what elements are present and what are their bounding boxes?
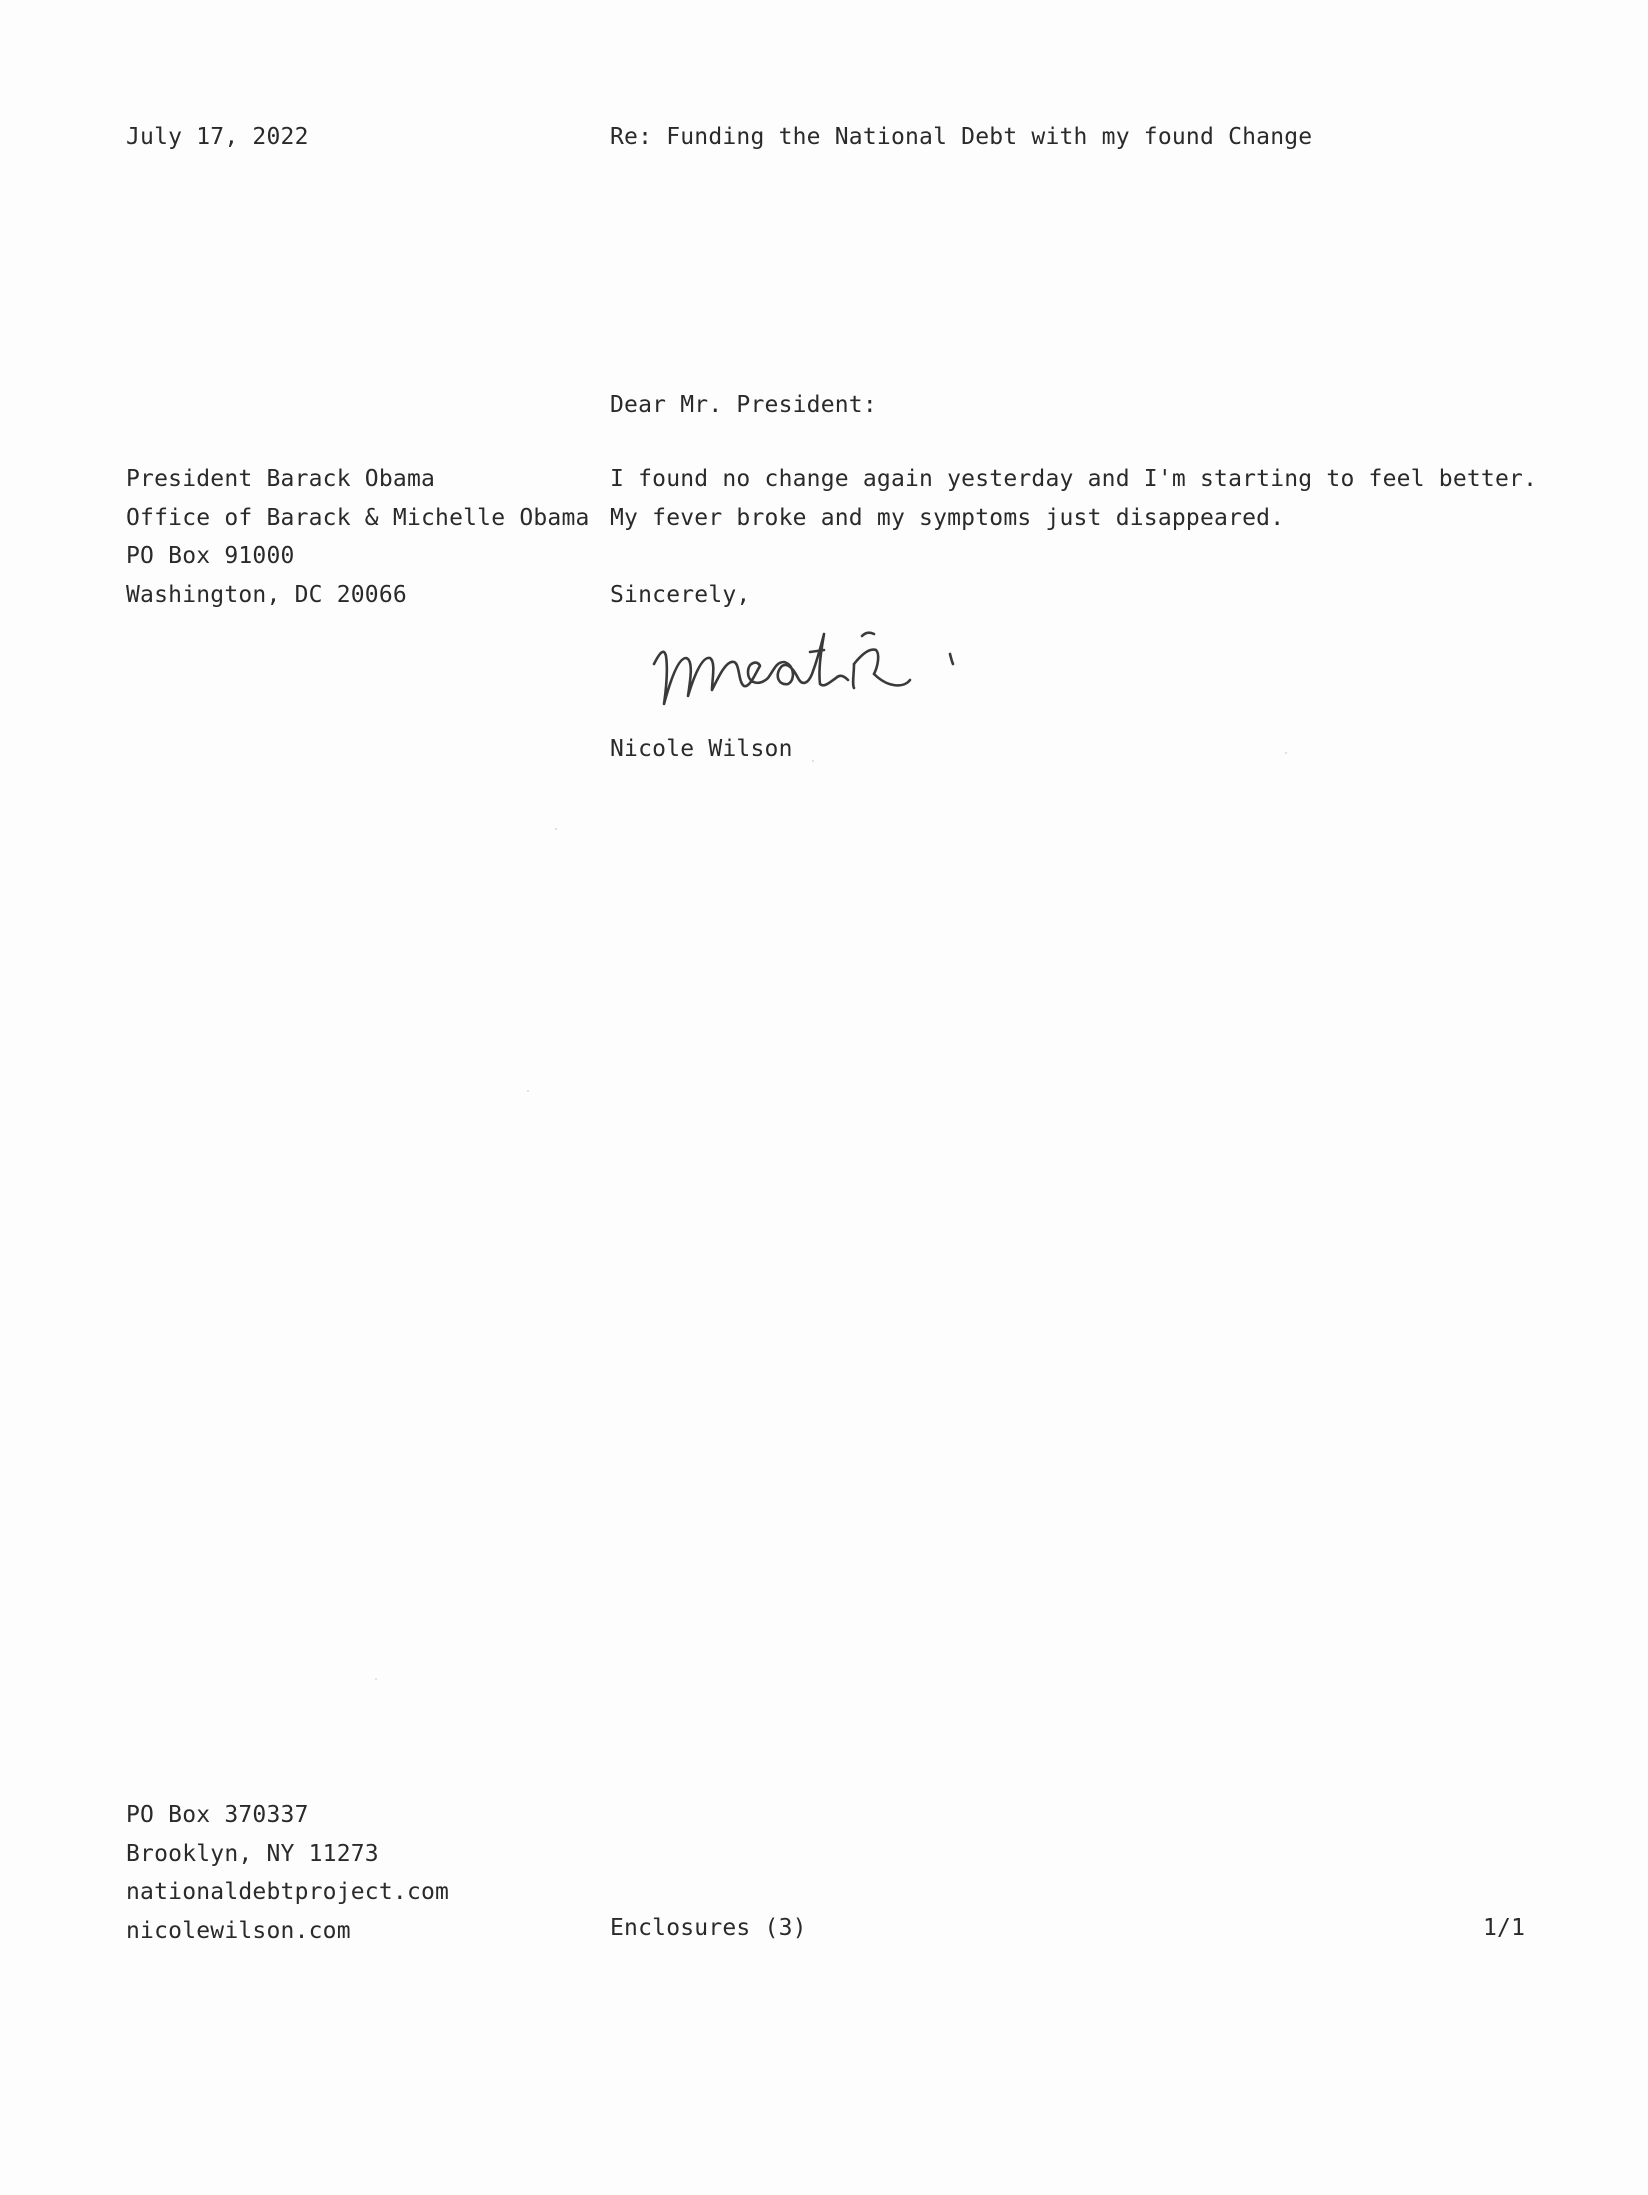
page-number: 1/1 <box>1483 1915 1526 1941</box>
recipient-address <box>126 460 590 614</box>
scan-speck <box>812 760 814 762</box>
scan-speck <box>375 1678 377 1680</box>
recipient-line: Washington, DC 20066 <box>126 581 407 608</box>
handwritten-signature <box>648 612 958 722</box>
recipient-line: Office of Barack & Michelle Obama <box>126 504 590 531</box>
salutation: Dear Mr. President: <box>610 392 877 418</box>
body-line: I found no change again yesterday and I'm starting to feel better. <box>610 466 1538 492</box>
letter-body <box>610 460 1537 537</box>
scan-speck <box>1285 752 1287 754</box>
letter-date: July 17, 2022 <box>126 124 309 150</box>
signer-name: Nicole Wilson <box>610 736 793 762</box>
sender-address-line: Brooklyn, NY 11273 <box>126 1840 379 1867</box>
recipient-line: PO Box 91000 <box>126 543 295 569</box>
letter-subject: Re: Funding the National Debt with my found Change <box>610 124 1313 150</box>
sender-website: nationaldebtproject.com <box>126 1879 450 1905</box>
sender-address-line: PO Box 370337 <box>126 1802 309 1828</box>
scan-speck <box>527 1090 529 1092</box>
recipient-line: President Barack Obama <box>126 466 436 492</box>
body-line: My fever broke and my symptoms just disappeared. <box>610 504 1285 531</box>
sender-address <box>126 1796 449 1950</box>
closing: Sincerely, <box>610 582 751 608</box>
enclosures-note: Enclosures (3) <box>610 1915 807 1941</box>
sender-website: nicolewilson.com <box>126 1917 351 1944</box>
scan-speck <box>555 828 557 830</box>
